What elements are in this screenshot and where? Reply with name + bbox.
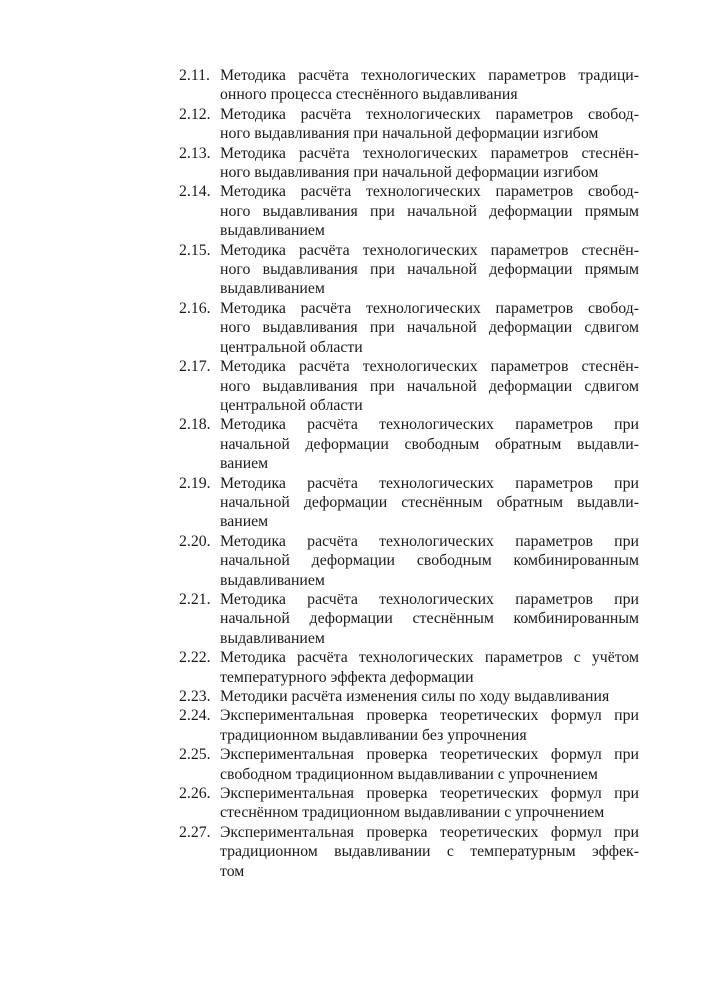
toc-entry	[179, 590, 639, 648]
toc-entry-line: Методика расчёта технологических параметров при	[220, 474, 639, 492]
toc-entry-line: стеснённом традиционном выдавливании с упрочнением	[220, 804, 605, 822]
toc-entry-line: начальной деформации свободным обратным выдавли-	[220, 435, 639, 453]
toc-entry	[179, 144, 639, 183]
toc-entry-line: традиционном выдавливании без упрочнения	[220, 726, 527, 744]
toc-entry-line: Методика расчёта технологических параметров стеснён-	[220, 241, 639, 259]
toc-entry	[179, 823, 639, 881]
toc-entry-number: 2.19.	[179, 474, 211, 492]
toc-entry	[179, 648, 639, 687]
toc-entry-line: начальной деформации свободным комбинированным	[220, 552, 639, 570]
toc-entry-line: ного выдавливания при начальной деформации прямым	[220, 261, 639, 279]
toc-entry	[179, 474, 639, 532]
toc-entry-number: 2.24.	[179, 707, 211, 725]
toc-entry-line: ного выдавливания при начальной деформации сдвигом	[220, 319, 639, 337]
toc-entry	[179, 532, 639, 590]
toc-entry-number: 2.22.	[179, 649, 211, 667]
toc-entry-number: 2.17.	[179, 358, 211, 376]
toc-entry	[179, 687, 639, 706]
toc-entry-number: 2.14.	[179, 183, 211, 201]
toc-entry	[179, 706, 639, 745]
toc-entry-line: ного выдавливания при начальной деформации изгибом	[220, 125, 599, 143]
toc-entry-number: 2.18.	[179, 416, 211, 434]
toc-entry-line: Методика расчёта технологических параметров стеснён-	[220, 358, 639, 376]
toc-entry	[179, 357, 639, 415]
toc-entry	[179, 182, 639, 240]
toc-entry	[179, 299, 639, 357]
toc-entry-line: ного выдавливания при начальной деформации сдвигом	[220, 377, 639, 395]
toc-entry-line: ного выдавливания при начальной деформации изгибом	[220, 164, 599, 182]
toc-entry-line: ванием	[220, 513, 269, 531]
toc-entry-number: 2.27.	[179, 823, 211, 841]
toc-entry-number: 2.21.	[179, 590, 211, 608]
toc-entry-line: начальной деформации стеснённым комбинированным	[220, 610, 639, 628]
toc-entry-line: выдавливанием	[220, 629, 325, 647]
toc-entry-line: том	[220, 862, 245, 880]
toc-entry-line: Методика расчёта технологических параметров свобод-	[220, 299, 639, 317]
toc-entry-line: Методики расчёта изменения силы по ходу выдавливания	[220, 688, 610, 705]
toc-entry	[179, 241, 639, 299]
toc-entry-line: выдавливанием	[220, 222, 325, 240]
toc-entry	[179, 415, 639, 473]
toc-entry-line: Методика расчёта технологических параметров при	[220, 416, 639, 434]
toc-entry-line: Методика расчёта технологических параметров с учётом	[220, 649, 639, 667]
toc-entry-line: Экспериментальная проверка теоретических формул при	[220, 785, 639, 803]
toc-entry-line: ного выдавливания при начальной деформации прямым	[220, 202, 639, 220]
toc-entry-number: 2.20.	[179, 532, 211, 550]
toc-entry-line: Методика расчёта технологических параметров стеснён-	[220, 144, 639, 162]
toc-entry	[179, 784, 639, 823]
toc-entry-line: Методика расчёта технологических параметров свобод-	[220, 183, 639, 201]
toc-entry-number: 2.11.	[179, 67, 211, 84]
toc-entry-line: Методика расчёта технологических параметров при	[220, 590, 639, 608]
toc-entry-number: 2.26.	[179, 785, 211, 803]
toc-entry-line: онного процесса стеснённого выдавливания	[220, 86, 518, 104]
toc-entry-line: свободном традиционном выдавливании с упрочнением	[220, 765, 598, 783]
toc-entry-line: центральной области	[220, 338, 363, 356]
toc-entry-number: 2.15.	[179, 241, 211, 259]
toc-entry	[179, 66, 639, 105]
toc-entry-line: выдавливанием	[220, 280, 325, 298]
toc-entry-number: 2.23.	[179, 688, 211, 705]
toc-entry-line: температурного эффекта деформации	[220, 668, 474, 686]
toc-entry-line: ванием	[220, 455, 269, 473]
toc-entry-line: Методика расчёта технологических параметров при	[220, 532, 639, 550]
toc-entry-line: Экспериментальная проверка теоретических формул при	[220, 746, 639, 764]
toc-entry-line: центральной области	[220, 396, 363, 414]
toc-entry	[179, 105, 639, 144]
toc-entry	[179, 745, 639, 784]
toc-entry-line: выдавливанием	[220, 571, 325, 589]
toc-entry-line: традиционном выдавливании с температурным эффек-	[220, 843, 639, 861]
table-of-contents	[179, 66, 639, 881]
toc-entry-number: 2.13.	[179, 144, 211, 162]
toc-entry-line: Экспериментальная проверка теоретических формул при	[220, 707, 639, 725]
toc-entry-number: 2.16.	[179, 299, 211, 317]
toc-entry-line: начальной деформации стеснённым обратным выдавли-	[220, 493, 639, 511]
toc-entry-number: 2.25.	[179, 746, 211, 764]
toc-entry-line: Методика расчёта технологических параметров свобод-	[220, 105, 639, 123]
toc-entry-number: 2.12.	[179, 105, 211, 123]
toc-entry-line: Экспериментальная проверка теоретических формул при	[220, 823, 639, 841]
toc-entry-line: Методика расчёта технологических параметров традици-	[220, 67, 639, 84]
